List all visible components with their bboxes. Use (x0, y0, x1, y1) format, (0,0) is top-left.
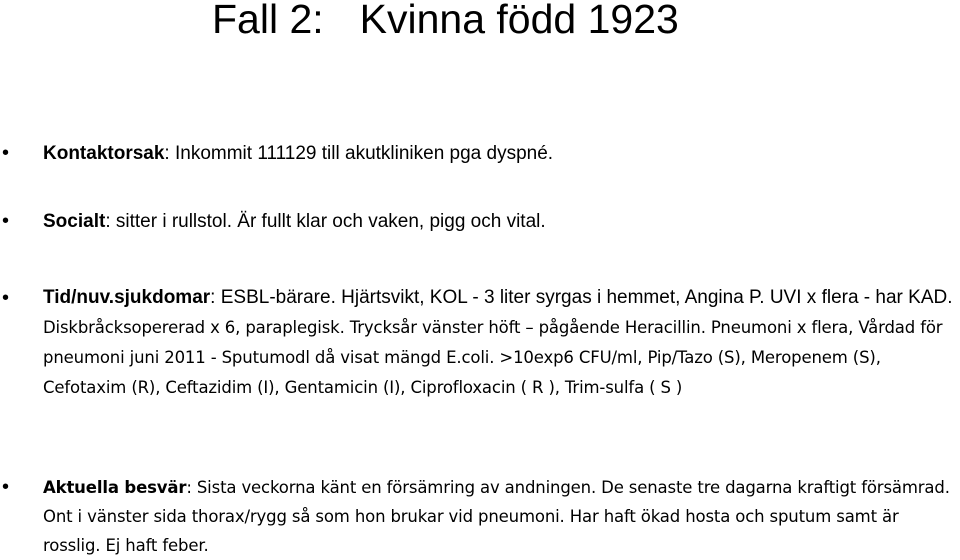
bullet-label-socialt: Socialt (43, 211, 106, 232)
bullet-aktuella-besvar (43, 473, 955, 560)
bullet-text-socialt: : sitter i rullstol. Är fullt klar och vaken, pigg och vital. (105, 211, 546, 232)
bullet-sjukdomar (43, 283, 955, 403)
bullet-label-aktuella-besvar: Aktuella besvär (43, 478, 187, 497)
bullet-text-sjukdomar-arial: : ESBL-bärare. Hjärtsvikt, KOL - 3 liter syrgas i hemmet, Angina P. UVI x flera - har KAD. (210, 287, 953, 308)
bullet-kontaktorsak (43, 140, 955, 167)
bullet-text-aktuella-besvar: : Sista veckorna känt en försämring av andningen. De senaste tre dagarna kraftigt försämrad. Ont i vänster sida thorax/rygg så som hon brukar vid pneumoni. Har haft ökad hosta och sputum samt är rosslig. Ej haft feber. (43, 478, 950, 555)
slide-title-patient: Kvinna född 1923 (359, 0, 679, 42)
slide-title (212, 0, 679, 42)
slide-title-case: Fall 2: (212, 0, 324, 42)
bullet-label-kontaktorsak: Kontaktorsak (43, 143, 165, 164)
bullet-socialt (43, 208, 955, 235)
bullet-text-sjukdomar-calibri: Diskbråcksopererad x 6, paraplegisk. Trycksår vänster höft – pågående Heracillin. Pneumoni x flera, Vårdad för pneumoni juni 2011 - Sputumodl då visat mängd E.coli. >10exp6 CFU/ml, Pip/Tazo (S), Meropenem (S), Cefotaxim (R), Ceftazidim (I), Gentamicin (I), Ciprofloxacin ( R ), Trim-sulfa ( S ) (43, 318, 943, 397)
bullet-label-sjukdomar: Tid/nuv.sjukdomar (43, 287, 211, 308)
bullet-text-kontaktorsak: : Inkommit 111129 till akutkliniken pga dyspné. (164, 143, 554, 164)
